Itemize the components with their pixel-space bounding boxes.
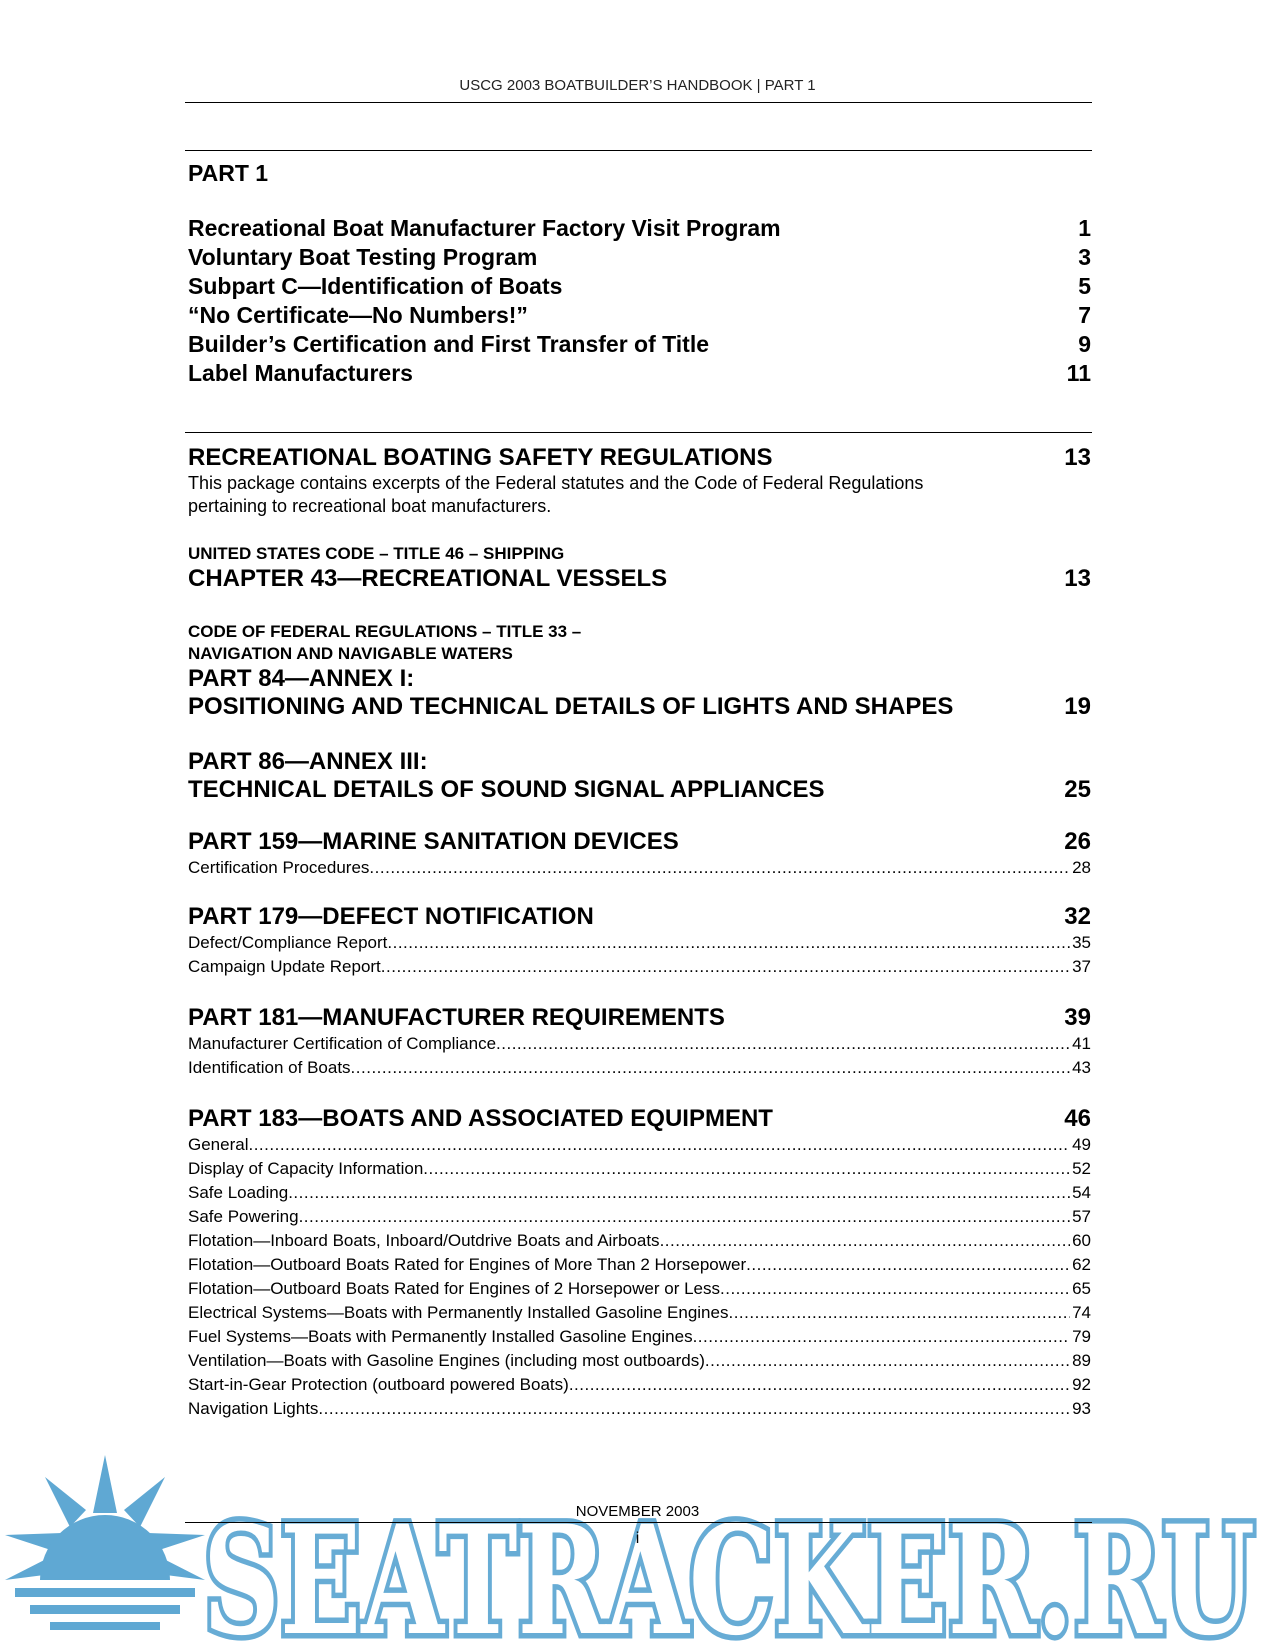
toc-heading[interactable]: PART 179—DEFECT NOTIFICATION 32 [188,903,1091,930]
toc-heading[interactable]: TECHNICAL DETAILS OF SOUND SIGNAL APPLIANCES 25 [188,776,1091,803]
part181-section [188,1004,1091,1080]
dot-leader [299,1205,1071,1229]
toc-subentry[interactable]: Flotation—Outboard Boats Rated for Engines of More Than 2 Horsepower ..... 62 [188,1253,1091,1277]
dot-leader [569,1373,1070,1397]
cfr-section [188,621,1091,721]
toc-entry[interactable]: “No Certificate—No Numbers!” 7 [188,302,1091,328]
toc-entry[interactable]: Builder’s Certification and First Transfer of Title 9 [188,331,1091,357]
toc-heading[interactable]: RECREATIONAL BOATING SAFETY REGULATIONS 13 [188,444,1091,471]
toc-subentry[interactable]: Flotation—Inboard Boats, Inboard/Outdrive Boats and Airboats ..... 60 [188,1229,1091,1253]
section-divider-top [185,150,1092,151]
part86-title-line: PART 86—ANNEX III: [188,748,428,775]
part1-title: PART 1 [188,160,269,186]
toc-subentry[interactable]: Safe Loading ..... 54 [188,1181,1091,1205]
watermark-text: SEATRACKER.RU [203,1493,1255,1650]
dot-leader [381,955,1070,979]
toc-subentry[interactable]: Flotation—Outboard Boats Rated for Engines of 2 Horsepower or Less ..... 65 [188,1277,1091,1301]
regs-description-line: pertaining to recreational boat manufacturers. [188,496,552,516]
footer-date: NOVEMBER 2003 [575,1503,700,1520]
regs-description-line: This package contains excerpts of the Federal statutes and the Code of Federal Regulations [188,473,924,493]
toc-subentry[interactable]: Start-in-Gear Protection (outboard powered Boats) ..... 92 [188,1373,1091,1397]
dot-leader [728,1301,1070,1325]
part84-title-line: PART 84—ANNEX I: [188,665,415,692]
cfr-subtitle-line: NAVIGATION AND NAVIGABLE WATERS [188,644,513,663]
part86-section [188,748,1091,804]
toc-subentry[interactable]: Safe Powering ..... 57 [188,1205,1091,1229]
part159-section [188,828,1091,880]
header-divider [185,102,1092,103]
toc-entry[interactable]: Subpart C—Identification of Boats 5 [188,273,1091,299]
part179-section [188,903,1091,979]
toc-subentry[interactable]: Certification Procedures ..... 28 [188,856,1091,880]
dot-leader [288,1181,1070,1205]
dot-leader [423,1157,1070,1181]
toc-heading[interactable]: PART 181—MANUFACTURER REQUIREMENTS 39 [188,1004,1091,1031]
dot-leader [248,1133,1070,1157]
toc-subentry[interactable]: Defect/Compliance Report ..... 35 [188,931,1091,955]
toc-subentry[interactable]: General ..... 49 [188,1133,1091,1157]
toc-subentry[interactable]: Fuel Systems—Boats with Permanently Installed Gasoline Engines ..... 79 [188,1325,1091,1349]
dot-leader [746,1253,1070,1277]
toc-subentry[interactable]: Manufacturer Certification of Compliance ..... 41 [188,1032,1091,1056]
dot-leader [318,1397,1070,1421]
usc-section [188,543,1091,593]
dot-leader [387,931,1070,955]
footer-page-number: i [635,1530,640,1547]
part1-toc [188,214,1091,388]
dot-leader [660,1229,1071,1253]
cfr-subtitle-line: CODE OF FEDERAL REGULATIONS – TITLE 33 – [188,622,582,641]
running-header: USCG 2003 BOATBUILDER’S HANDBOOK | PART 1 [459,77,816,94]
toc-entry[interactable]: Voluntary Boat Testing Program 3 [188,244,1091,270]
toc-heading[interactable]: CHAPTER 43—RECREATIONAL VESSELS 13 [188,565,1091,592]
toc-entry[interactable]: Recreational Boat Manufacturer Factory Visit Program 1 [188,215,1091,241]
dot-leader [351,1056,1071,1080]
usc-subtitle: UNITED STATES CODE – TITLE 46 – SHIPPING [188,544,565,563]
regs-section [188,444,1091,518]
toc-subentry[interactable]: Ventilation—Boats with Gasoline Engines (including most outboards) ..... 89 [188,1349,1091,1373]
toc-entry[interactable]: Label Manufacturers 11 [188,360,1091,386]
part183-section [188,1105,1091,1421]
toc-subentry[interactable]: Electrical Systems—Boats with Permanently Installed Gasoline Engines ..... 74 [188,1301,1091,1325]
section-divider-regs [185,432,1092,433]
toc-heading[interactable]: PART 183—BOATS AND ASSOCIATED EQUIPMENT 46 [188,1105,1091,1132]
watermark-logo [0,1455,1275,1650]
dot-leader [720,1277,1070,1301]
toc-subentry[interactable]: Identification of Boats ..... 43 [188,1056,1091,1080]
footer-divider [185,1522,1092,1523]
dot-leader [496,1032,1070,1056]
toc-subentry[interactable]: Campaign Update Report ..... 37 [188,955,1091,979]
dot-leader [693,1325,1071,1349]
dot-leader [369,856,1070,880]
toc-heading[interactable]: POSITIONING AND TECHNICAL DETAILS OF LIGHTS AND SHAPES 19 [188,693,1091,720]
dot-leader [705,1349,1070,1373]
toc-subentry[interactable]: Display of Capacity Information ..... 52 [188,1157,1091,1181]
toc-heading[interactable]: PART 159—MARINE SANITATION DEVICES 26 [188,828,1091,855]
toc-subentry[interactable]: Navigation Lights ..... 93 [188,1397,1091,1421]
